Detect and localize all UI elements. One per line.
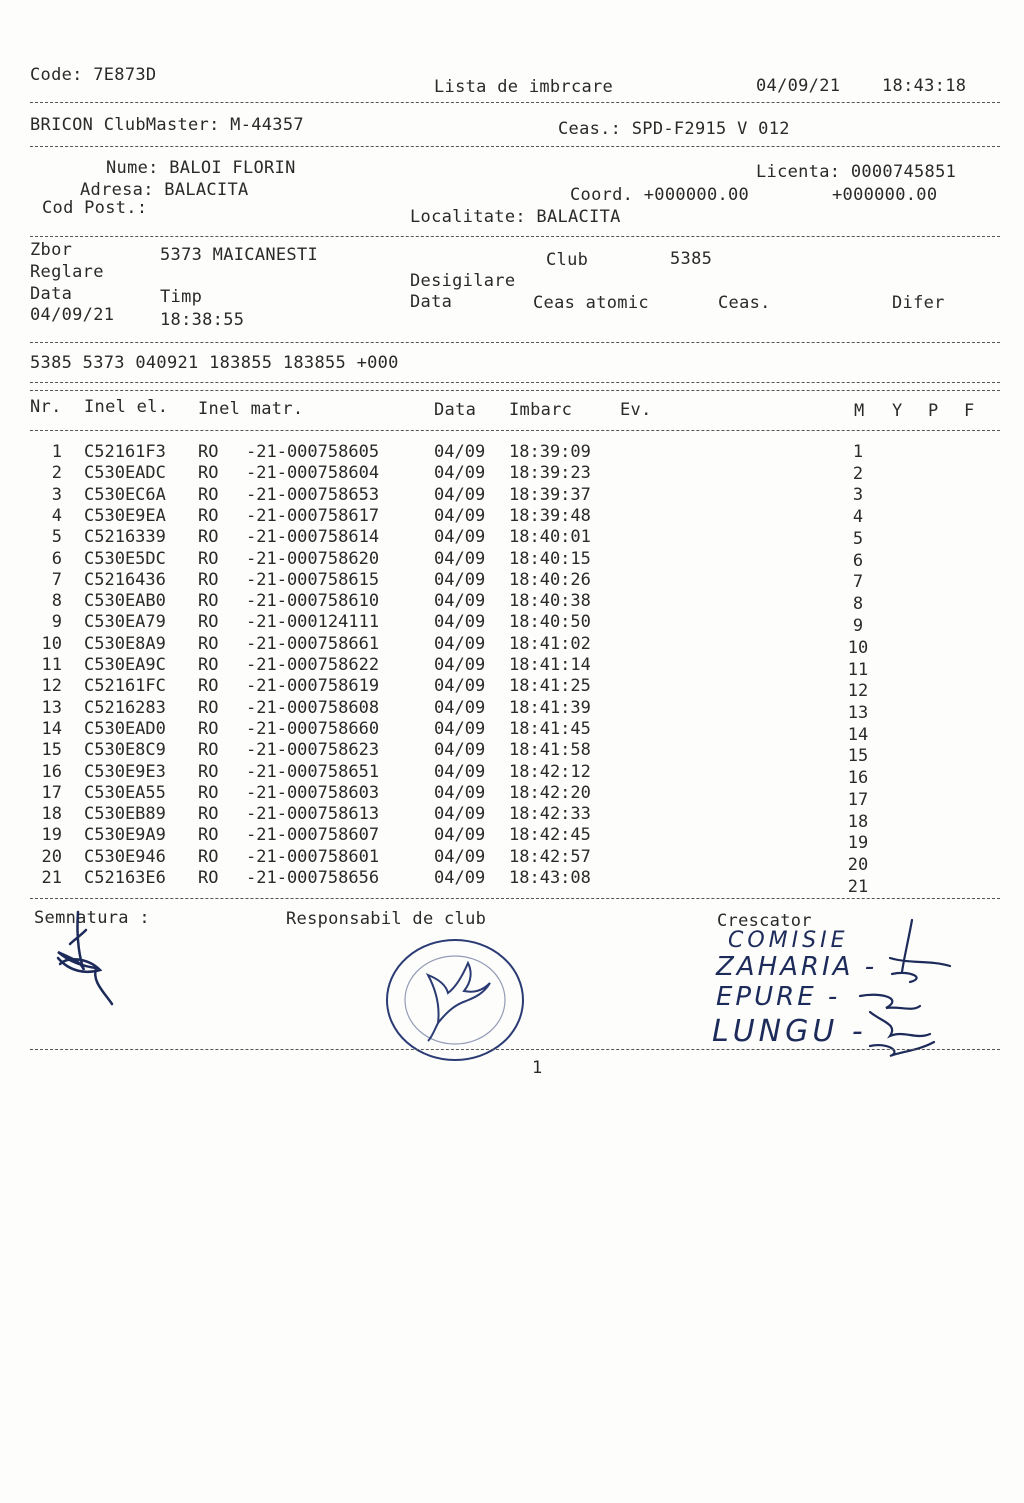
row-inel-matr: -21-000758613 [246, 804, 380, 825]
row-data: 04/09 [434, 527, 486, 548]
row-m: 21 [847, 877, 869, 897]
table-row [0, 442, 1024, 463]
row-nr: 18 [41, 804, 62, 825]
row-inel-el: C52161FC [84, 676, 166, 697]
row-m: 16 [847, 768, 869, 789]
row-time: 18:41:58 [509, 740, 591, 761]
row-time: 18:42:12 [509, 761, 591, 782]
row-data: 04/09 [434, 463, 486, 484]
row-country: RO [198, 442, 219, 462]
row-m: 13 [847, 702, 869, 723]
row-m: 17 [847, 789, 869, 810]
row-m: 9 [852, 615, 864, 636]
table-row [0, 527, 1024, 548]
table-row [0, 570, 1024, 591]
table-row [0, 761, 1024, 789]
divider [30, 430, 1000, 431]
row-country: RO [198, 591, 219, 612]
owner-postcode: Cod Post.: [42, 198, 148, 218]
row-data: 04/09 [434, 782, 486, 803]
row-time: 18:42:20 [509, 782, 591, 803]
row-time: 18:39:23 [509, 463, 591, 484]
row-time: 18:41:14 [509, 655, 591, 675]
ceas-label: Ceas.: SPD-F2915 V 012 [558, 119, 790, 139]
row-nr: 3 [51, 484, 62, 505]
crescator-label: Crescator [717, 911, 812, 931]
row-time: 18:41:25 [509, 676, 591, 697]
club-stamp [380, 935, 530, 1065]
row-data: 04/09 [434, 548, 486, 569]
owner-coord2: +000000.00 [832, 185, 938, 205]
row-m: 12 [847, 681, 869, 702]
row-data: 04/09 [434, 633, 486, 654]
row-data: 04/09 [434, 868, 486, 888]
row-data: 04/09 [434, 655, 486, 675]
row-data: 04/09 [434, 569, 486, 590]
responsabil-label: Responsabil de club [286, 909, 487, 929]
row-m: 4 [852, 507, 864, 528]
semnatura-label: Semnatura : [34, 908, 150, 928]
row-country: RO [198, 718, 219, 739]
zbor-label: Zbor [30, 240, 73, 260]
row-inel-matr: -21-000758603 [246, 782, 380, 803]
row-nr: 16 [41, 761, 62, 782]
row-nr: 9 [51, 612, 62, 633]
divider [30, 1049, 1000, 1050]
row-inel-matr: -21-000758605 [246, 442, 380, 462]
row-data: 04/09 [434, 612, 486, 633]
divider [30, 342, 1000, 343]
row-country: RO [198, 505, 219, 526]
row-country: RO [198, 633, 219, 654]
row-time: 18:40:26 [509, 569, 591, 590]
table-row [0, 463, 1024, 484]
row-country: RO [198, 548, 219, 569]
row-inel-matr: -21-000758653 [246, 484, 380, 505]
row-inel-el: C530EA9C [84, 655, 166, 675]
row-data: 04/09 [434, 484, 486, 505]
table-row [0, 740, 1024, 767]
row-nr: 21 [41, 868, 62, 888]
row-nr: 17 [41, 782, 62, 803]
table-row [0, 591, 1024, 615]
row-data: 04/09 [434, 505, 486, 526]
flight-code-line: 5385 5373 040921 183855 183855 +000 [30, 353, 399, 373]
row-data: 04/09 [434, 846, 486, 867]
table-row [0, 549, 1024, 570]
row-inel-el: C530EADC [84, 463, 166, 484]
row-inel-el: C530EC6A [84, 484, 166, 505]
row-nr: 15 [41, 740, 62, 761]
row-inel-matr: -21-000758619 [246, 676, 380, 697]
col-p: P [928, 401, 939, 421]
row-country: RO [198, 463, 219, 484]
row-m: 10 [847, 637, 869, 658]
row-country: RO [198, 804, 219, 825]
row-inel-el: C5216436 [84, 569, 166, 590]
handwritten-comisie: COMISIE [728, 928, 849, 953]
row-inel-matr: -21-000758656 [246, 868, 380, 888]
row-time: 18:40:15 [509, 548, 591, 569]
table-row [0, 868, 1024, 897]
handwritten-lungu: LUNGU - [712, 1014, 867, 1049]
row-inel-matr: -21-000758607 [246, 825, 380, 846]
row-inel-matr: -21-000758617 [246, 505, 380, 526]
divider [30, 146, 1000, 147]
row-data: 04/09 [434, 804, 486, 825]
row-inel-el: C530EA55 [84, 782, 166, 803]
divider [30, 390, 1000, 391]
row-m: 11 [847, 659, 869, 680]
row-inel-matr: -21-000758604 [246, 463, 380, 484]
col-m: M [854, 401, 865, 421]
row-inel-matr: -21-000758614 [246, 527, 380, 548]
row-m: 1 [852, 442, 864, 462]
row-nr: 4 [51, 505, 62, 526]
row-nr: 8 [51, 591, 62, 612]
row-time: 18:41:45 [509, 718, 591, 739]
row-inel-matr: -21-000758608 [246, 697, 380, 718]
row-inel-el: C530EB89 [84, 804, 166, 825]
owner-address: Adresa: BALACITA [80, 180, 249, 200]
row-inel-el: C530EAB0 [84, 591, 166, 612]
row-nr: 5 [51, 527, 62, 548]
row-nr: 13 [41, 697, 62, 718]
table-row [0, 846, 1024, 876]
row-inel-matr: -21-000758651 [246, 761, 380, 782]
table-row [0, 718, 1024, 745]
col-data: Data [434, 400, 477, 420]
row-inel-el: C530E5DC [84, 548, 166, 569]
row-m: 7 [852, 572, 864, 593]
row-country: RO [198, 612, 219, 633]
row-m: 8 [852, 594, 864, 615]
row-inel-matr: -21-000758660 [246, 718, 380, 739]
row-inel-el: C530E946 [84, 846, 166, 867]
row-time: 18:39:48 [509, 505, 591, 526]
row-inel-el: C5216339 [84, 527, 166, 548]
row-m: 6 [852, 550, 864, 571]
row-inel-matr: -21-000758601 [246, 846, 380, 867]
row-inel-el: C530E9E3 [84, 761, 166, 782]
owner-coord: Coord. +000000.00 [570, 185, 750, 205]
row-country: RO [198, 846, 219, 867]
row-country: RO [198, 569, 219, 590]
data2-label: Data [410, 292, 453, 312]
row-inel-el: C52163E6 [84, 868, 166, 888]
row-time: 18:42:57 [509, 846, 591, 867]
handwritten-zaharia: ZAHARIA - [716, 952, 878, 982]
row-m: 3 [852, 485, 864, 506]
table-row [0, 612, 1024, 636]
row-m: 19 [847, 833, 869, 854]
row-m: 2 [852, 463, 864, 484]
row-m: 14 [847, 724, 869, 745]
club-value: 5385 [670, 249, 713, 269]
row-m: 20 [847, 855, 869, 876]
col-imbarc: Imbarc [509, 400, 573, 420]
row-country: RO [198, 655, 219, 675]
clubmaster-label: BRICON ClubMaster: M-44357 [30, 115, 304, 135]
row-country: RO [198, 825, 219, 846]
desigilare-label: Desigilare [410, 271, 516, 291]
table-row [0, 506, 1024, 527]
row-time: 18:40:50 [509, 612, 591, 633]
ceas-atomic-label: Ceas atomic [533, 293, 649, 313]
document-title: Lista de imbrcare [434, 77, 614, 97]
row-inel-el: C530EA79 [84, 612, 166, 633]
header-time: 18:43:18 [882, 76, 967, 96]
ceas2-label: Ceas. [718, 293, 771, 313]
col-inel-matr: Inel matr. [198, 399, 304, 419]
row-data: 04/09 [434, 718, 486, 739]
row-inel-el: C530E8A9 [84, 633, 166, 654]
row-m: 5 [852, 528, 864, 549]
row-data: 04/09 [434, 740, 486, 761]
row-inel-el: C530E9EA [84, 505, 166, 526]
row-time: 18:39:09 [509, 442, 591, 462]
table-row [0, 485, 1024, 506]
divider [30, 236, 1000, 237]
row-data: 04/09 [434, 761, 486, 782]
row-inel-matr: -21-000758623 [246, 740, 380, 761]
table-row [0, 782, 1024, 810]
row-inel-el: C530E8C9 [84, 740, 166, 761]
row-time: 18:41:39 [509, 697, 591, 718]
row-time: 18:40:38 [509, 591, 591, 612]
row-nr: 14 [41, 718, 62, 739]
header-date: 04/09/21 [756, 76, 841, 96]
table-row [0, 633, 1024, 658]
row-nr: 19 [41, 825, 62, 846]
handwritten-epure: EPURE - [716, 982, 841, 1012]
row-inel-el: C52161F3 [84, 442, 166, 462]
divider [30, 102, 1000, 103]
data-label: Data [30, 284, 73, 304]
row-country: RO [198, 782, 219, 803]
row-data: 04/09 [434, 442, 486, 462]
zbor-value: 5373 MAICANESTI [160, 245, 319, 265]
row-inel-matr: -21-000124111 [246, 612, 380, 633]
row-country: RO [198, 527, 219, 548]
row-time: 18:42:45 [509, 825, 591, 846]
row-data: 04/09 [434, 825, 486, 846]
col-f: F [964, 401, 975, 421]
row-data: 04/09 [434, 591, 486, 612]
row-time: 18:43:08 [509, 868, 591, 888]
page-number: 1 [532, 1058, 543, 1078]
row-inel-el: C530EAD0 [84, 718, 166, 739]
row-inel-el: C5216283 [84, 697, 166, 718]
row-country: RO [198, 697, 219, 718]
row-inel-matr: -21-000758622 [246, 655, 380, 675]
signature-left [40, 900, 140, 1010]
divider [30, 382, 1000, 383]
owner-locality: Localitate: BALACITA [410, 207, 621, 227]
owner-licence: Licenta: 0000745851 [756, 162, 957, 182]
col-nr: Nr. [30, 397, 62, 417]
row-nr: 12 [41, 676, 62, 697]
timp-value: 18:38:55 [160, 310, 245, 330]
row-data: 04/09 [434, 697, 486, 718]
row-nr: 20 [41, 846, 62, 867]
row-m: 18 [847, 811, 869, 832]
row-m: 15 [847, 746, 869, 767]
data-value: 04/09/21 [30, 305, 115, 325]
row-inel-matr: -21-000758620 [246, 548, 380, 569]
col-inel-el: Inel el. [84, 397, 169, 417]
col-ev: Ev. [620, 400, 652, 420]
row-inel-matr: -21-000758610 [246, 591, 380, 612]
col-y: Y [892, 401, 903, 421]
row-inel-matr: -21-000758661 [246, 633, 380, 654]
club-label: Club [546, 250, 589, 270]
difer-label: Difer [892, 293, 945, 313]
reglare-label: Reglare [30, 262, 104, 282]
table-row [0, 825, 1024, 854]
table-row [0, 804, 1024, 832]
row-nr: 7 [51, 569, 62, 590]
row-nr: 2 [51, 463, 62, 484]
divider [30, 898, 1000, 899]
row-nr: 11 [41, 655, 62, 675]
row-nr: 1 [51, 442, 62, 462]
row-country: RO [198, 761, 219, 782]
timp-label: Timp [160, 287, 203, 307]
row-nr: 6 [51, 548, 62, 569]
row-time: 18:40:01 [509, 527, 591, 548]
row-inel-matr: -21-000758615 [246, 569, 380, 590]
row-country: RO [198, 740, 219, 761]
row-data: 04/09 [434, 676, 486, 697]
code-label: Code: 7E873D [30, 65, 157, 85]
row-country: RO [198, 868, 219, 888]
signature-right [830, 912, 960, 1062]
table-row [0, 676, 1024, 702]
row-country: RO [198, 484, 219, 505]
row-nr: 10 [41, 633, 62, 654]
table-row [0, 655, 1024, 680]
row-country: RO [198, 676, 219, 697]
row-inel-el: C530E9A9 [84, 825, 166, 846]
owner-name: Nume: BALOI FLORIN [106, 158, 296, 178]
row-time: 18:39:37 [509, 484, 591, 505]
row-time: 18:41:02 [509, 633, 591, 654]
row-time: 18:42:33 [509, 804, 591, 825]
table-row [0, 697, 1024, 723]
